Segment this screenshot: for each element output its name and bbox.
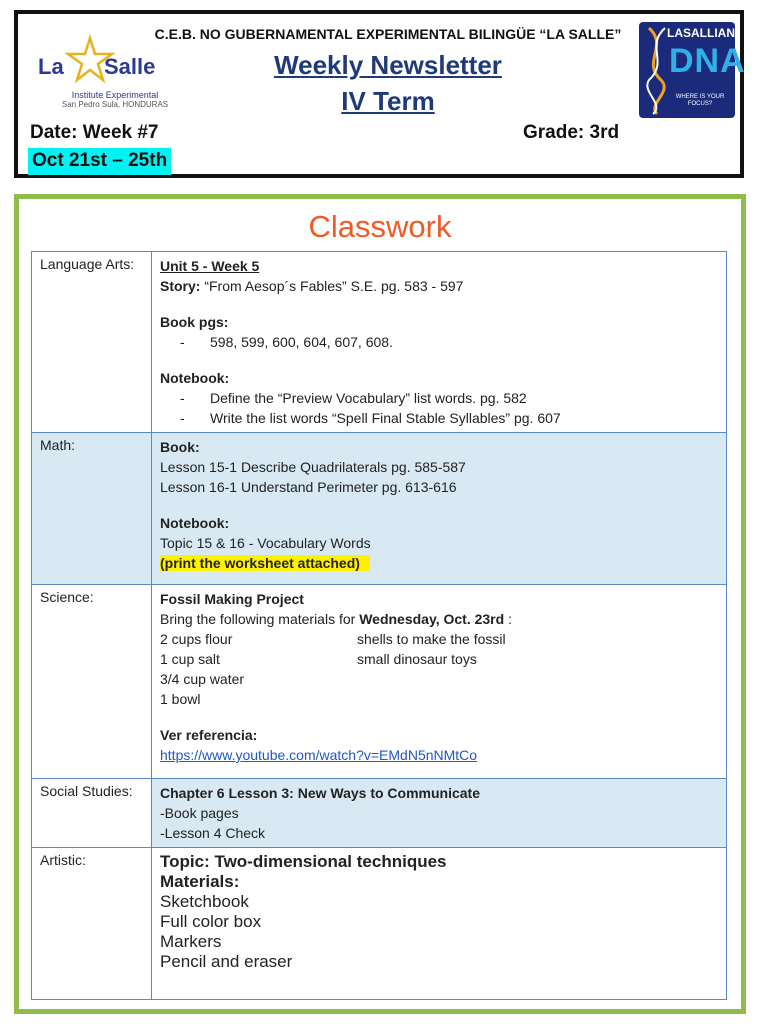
math-notebook-text: Topic 15 & 16 - Vocabulary Words (160, 535, 371, 551)
date-range: Oct 21st – 25th (28, 148, 171, 175)
list-item: Markers (160, 932, 222, 951)
logo-salle: Salle (104, 54, 156, 79)
newsletter-title: Weekly Newsletter (274, 50, 502, 80)
notebook-item: Write the list words “Spell Final Stable Syllables” pg. 607 (210, 410, 561, 426)
list-item: 2 cups flour (160, 631, 233, 647)
list-item: Full color box (160, 912, 262, 931)
classwork-table (31, 251, 727, 1000)
lesson-line: Lesson 16-1 Understand Perimeter pg. 613-616 (160, 479, 457, 495)
reference-label: Ver referencia: (160, 727, 258, 743)
lasallian-dna-logo (639, 22, 746, 118)
table-row (32, 848, 727, 1000)
story-line (160, 276, 718, 296)
math-book-label: Book: (160, 439, 200, 455)
date-week-label: Date: Week #7 (30, 122, 159, 143)
list-item: - 598, 599, 600, 604, 607, 608. (180, 334, 393, 350)
artistic-content (152, 848, 727, 1000)
list-item: 1 bowl (160, 691, 201, 707)
bring-line (160, 609, 718, 629)
science-content (152, 585, 727, 779)
math-content (152, 433, 727, 585)
list-item: -Lesson 4 Check (160, 825, 266, 841)
classwork-frame (14, 194, 746, 1014)
dna-logo-top: LASALLIAN (667, 26, 735, 40)
subject-language-arts: Language Arts: (32, 252, 152, 433)
bring-text: Bring the following materials for (160, 611, 360, 627)
logo-subtitle (60, 90, 170, 110)
unit-label: Unit 5 - Week 5 (160, 258, 260, 274)
book-pages-text: 598, 599, 600, 604, 607, 608. (210, 334, 393, 350)
art-materials-label: Materials: (160, 872, 240, 891)
grade-label: Grade: 3rd (523, 122, 620, 143)
classwork-title: Classwork (308, 209, 452, 244)
worksheet-highlight: (print the worksheet attached) (160, 555, 370, 571)
table-row (32, 433, 727, 585)
notebook-item: Define the “Preview Vocabulary” list words. pg. 582 (210, 390, 527, 406)
list-item: -Book pages (160, 805, 239, 821)
logo-la: La (38, 54, 64, 79)
list-item: - Write the list words “Spell Final Stable Syllables” pg. 607 (180, 410, 561, 426)
list-item: 1 cup salt (160, 651, 220, 667)
art-topic: Topic: Two-dimensional techniques (160, 852, 447, 871)
story-label: Story: (160, 278, 201, 294)
bring-date: Wednesday, Oct. 23rd (359, 611, 505, 627)
language-arts-content (152, 252, 727, 433)
notebook-label: Notebook: (160, 370, 230, 386)
social-studies-content (152, 779, 727, 848)
term-title: IV Term (341, 86, 435, 116)
project-title: Fossil Making Project (160, 591, 304, 607)
book-pages-label: Book pgs: (160, 314, 229, 330)
logo-sub-line2: San Pedro Sula, HONDURAS (61, 100, 169, 109)
chapter-title: Chapter 6 Lesson 3: New Ways to Communicate (160, 785, 480, 801)
subject-artistic: Artistic: (32, 848, 152, 1000)
school-name: C.E.B. NO GUBERNAMENTAL EXPERIMENTAL BILINGÜE “LA SALLE” (154, 26, 622, 42)
bring-colon: : (504, 611, 512, 627)
dna-logo-tag: WHERE IS YOUR FOCUS? (675, 94, 725, 107)
list-item: Pencil and eraser (160, 952, 293, 971)
logo-sub-line1: Institute Experimental (71, 90, 159, 100)
list-item: 3/4 cup water (160, 671, 245, 687)
math-notebook-label: Notebook: (160, 515, 230, 531)
table-row (32, 252, 727, 433)
list-item: small dinosaur toys (357, 651, 477, 667)
subject-social-studies: Social Studies: (32, 779, 152, 848)
table-row (32, 779, 727, 848)
newsletter-header (14, 10, 744, 178)
subject-math: Math: (32, 433, 152, 585)
list-item: - Define the “Preview Vocabulary” list words. pg. 582 (180, 390, 527, 406)
lesson-line: Lesson 15-1 Describe Quadrilaterals pg. 585-587 (160, 459, 466, 475)
subject-science: Science: (32, 585, 152, 779)
table-row (32, 585, 727, 779)
materials-list (160, 629, 718, 709)
list-item: Sketchbook (160, 892, 249, 911)
la-salle-logo (38, 34, 178, 114)
story-text: “From Aesop´s Fables” S.E. pg. 583 - 597 (200, 278, 464, 294)
youtube-link[interactable]: https://www.youtube.com/watch?v=EMdN5nNMtCo (160, 747, 478, 763)
dna-logo-big: DNA (669, 42, 746, 80)
list-item: shells to make the fossil (357, 631, 506, 647)
